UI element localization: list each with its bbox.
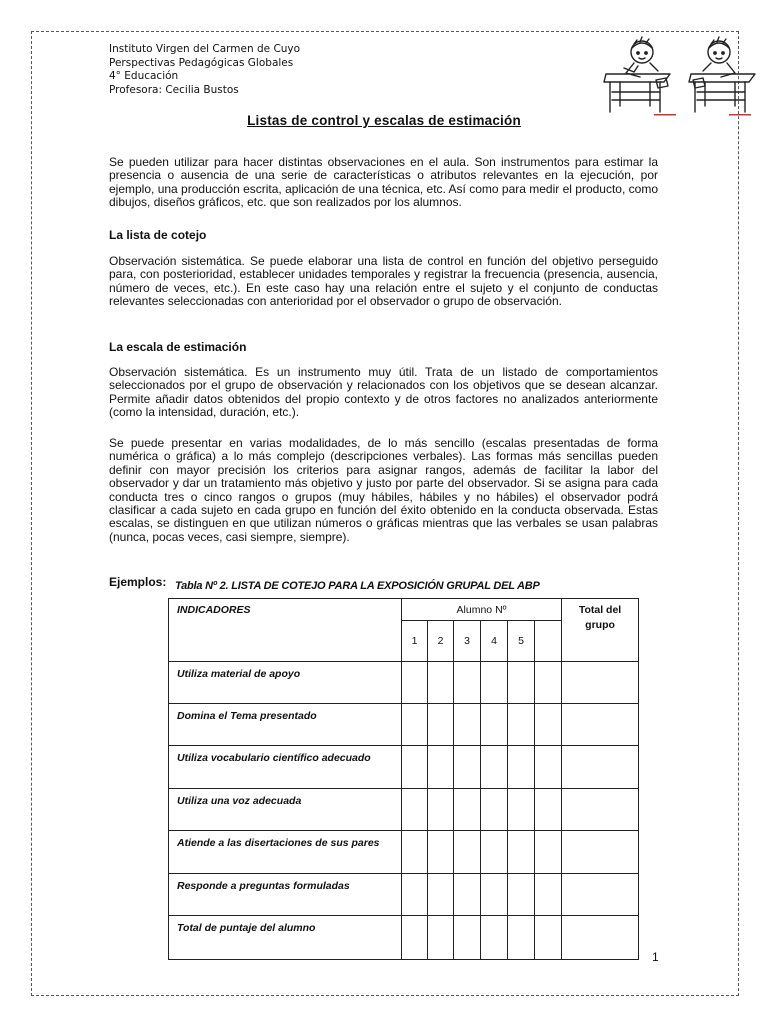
- total-cell[interactable]: [562, 662, 639, 704]
- institution-header: [109, 43, 300, 97]
- table-row: [169, 874, 639, 916]
- section-heading-checklist: La lista de cotejo: [109, 228, 207, 242]
- table-row: [169, 662, 639, 704]
- score-cell[interactable]: [402, 916, 428, 960]
- student-column-4: 4: [481, 621, 508, 662]
- rating-scale-paragraph-2: Se puede presentar en varias modalidades, de lo más sencillo (escalas presentadas de forma numérica o gráfica) a lo más complejo (descripciones verbales). Las formas más sencillas pueden definir con mayor precisión los criterios para asignar rangos, además de facilitar la labor del observador y dar un tratamiento más objetivo y justo por parte del observador. Si se asigna para cada conducta tres o cinco rangos o grupos (muy hábiles, hábiles y no hábiles) el observador podrá clasificar a cada sujeto en cada grupo en función del éxito obtenido en la conducta observada. Estas escalas, se distinguen en que utilizan números o gráficas mientras que las verbales se usan palabras (nunca, pocas veces, casi siempre, siempre).: [109, 436, 658, 544]
- score-cell[interactable]: [454, 746, 481, 789]
- score-cell[interactable]: [535, 831, 562, 874]
- table-row: [169, 704, 639, 746]
- score-cell[interactable]: [535, 916, 562, 960]
- indicator-label: Utiliza material de apoyo: [169, 662, 402, 704]
- indicator-label: Total de puntaje del alumno: [169, 916, 402, 960]
- indicator-label: Utiliza una voz adecuada: [169, 789, 402, 831]
- intro-paragraph: Se pueden utilizar para hacer distintas observaciones en el aula. Son instrumentos para estimar la presencia o ausencia de una serie de características o atributos relevantes en la ejecución, por ejemplo, una producción escrita, aplicación de una técnica, etc. Así como para medir el producto, como dibujos, diseños gráficos, etc. que son realizados por los alumnos.: [109, 155, 658, 210]
- score-cell[interactable]: [402, 831, 428, 874]
- page-number: 1: [652, 950, 659, 964]
- indicator-label: Domina el Tema presentado: [169, 704, 402, 746]
- score-cell[interactable]: [481, 662, 508, 704]
- score-cell[interactable]: [454, 704, 481, 746]
- score-cell[interactable]: [402, 704, 428, 746]
- student-column-3: 3: [454, 621, 481, 662]
- score-cell[interactable]: [508, 704, 535, 746]
- group-total-header-line1: Total del: [578, 604, 622, 616]
- student-column-6: [535, 621, 562, 662]
- score-cell[interactable]: [402, 874, 428, 916]
- score-cell[interactable]: [508, 662, 535, 704]
- indicator-label: Utiliza vocabulario científico adecuado: [169, 746, 402, 789]
- score-cell[interactable]: [481, 704, 508, 746]
- group-total-header: [562, 599, 639, 662]
- score-cell[interactable]: [535, 662, 562, 704]
- score-cell[interactable]: [481, 746, 508, 789]
- score-cell[interactable]: [535, 874, 562, 916]
- document-title: Listas de control y escalas de estimación: [247, 113, 521, 128]
- score-cell[interactable]: [428, 789, 454, 831]
- indicator-label: Atiende a las disertaciones de sus pares: [169, 831, 402, 874]
- score-cell[interactable]: [508, 789, 535, 831]
- score-cell[interactable]: [428, 704, 454, 746]
- table-row: [169, 746, 639, 789]
- institution-name: Instituto Virgen del Carmen de Cuyo: [109, 43, 301, 55]
- total-cell[interactable]: [562, 789, 639, 831]
- teacher-name: Profesora: Cecilia Bustos: [109, 83, 239, 96]
- score-cell[interactable]: [481, 789, 508, 831]
- score-cell[interactable]: [402, 789, 428, 831]
- table-row: [169, 916, 639, 960]
- score-cell[interactable]: [402, 746, 428, 789]
- table-caption: Tabla Nº 2. LISTA DE COTEJO PARA LA EXPOSICIÓN GRUPAL DEL ABP: [175, 580, 540, 592]
- total-cell[interactable]: [562, 831, 639, 874]
- score-cell[interactable]: [428, 831, 454, 874]
- score-cell[interactable]: [508, 746, 535, 789]
- section-heading-rating-scale: La escala de estimación: [109, 340, 247, 354]
- score-cell[interactable]: [535, 789, 562, 831]
- course-name: Perspectivas Pedagógicas Globales: [109, 56, 294, 69]
- total-cell[interactable]: [562, 704, 639, 746]
- score-cell[interactable]: [535, 704, 562, 746]
- examples-label: Ejemplos:: [109, 575, 167, 589]
- indicator-label: Responde a preguntas formuladas: [169, 874, 402, 916]
- score-cell[interactable]: [454, 662, 481, 704]
- rating-scale-paragraph-1: Observación sistemática. Es un instrumento muy útil. Trata de un listado de comportamientos seleccionados por el grupo de observación y relacionados con los objetivos que se desean alcanzar. Permite añadir datos obtenidos del propio contexto y de otros factores no analizados anteriormente (como la intensidad, duración, etc.).: [109, 365, 658, 420]
- score-cell[interactable]: [402, 662, 428, 704]
- table-row: [169, 789, 639, 831]
- student-column-2: 2: [428, 621, 454, 662]
- student-column-5: 5: [508, 621, 535, 662]
- student-number-header: Alumno Nº: [402, 599, 562, 621]
- score-cell[interactable]: [454, 831, 481, 874]
- score-cell[interactable]: [428, 874, 454, 916]
- total-cell[interactable]: [562, 874, 639, 916]
- score-cell[interactable]: [481, 874, 508, 916]
- total-cell[interactable]: [562, 916, 639, 960]
- student-at-desk-icon: [598, 34, 678, 118]
- total-cell[interactable]: [562, 746, 639, 789]
- score-cell[interactable]: [454, 789, 481, 831]
- score-cell[interactable]: [428, 916, 454, 960]
- checklist-paragraph: Observación sistemática. Se puede elaborar una lista de control en función del objetivo perseguido para, con posterioridad, establecer unidades temporales y registrar la frecuencia (presencia, ausencia, número de veces, etc.). En este caso hay una relación entre el sujeto y el conjunto de conductas relevantes seleccionadas con anterioridad por el observador o grupo de observación.: [109, 254, 658, 309]
- checklist-table: [168, 598, 639, 960]
- student-at-desk-icon: [683, 34, 763, 118]
- score-cell[interactable]: [508, 831, 535, 874]
- grade-level: 4° Educación: [109, 70, 179, 82]
- group-total-header-line2: grupo: [585, 619, 615, 631]
- score-cell[interactable]: [428, 662, 454, 704]
- score-cell[interactable]: [481, 831, 508, 874]
- score-cell[interactable]: [428, 746, 454, 789]
- score-cell[interactable]: [454, 916, 481, 960]
- score-cell[interactable]: [454, 874, 481, 916]
- score-cell[interactable]: [508, 874, 535, 916]
- indicators-header: INDICADORES: [169, 599, 402, 662]
- score-cell[interactable]: [481, 916, 508, 960]
- score-cell[interactable]: [508, 916, 535, 960]
- student-column-1: 1: [402, 621, 428, 662]
- score-cell[interactable]: [535, 746, 562, 789]
- table-row: [169, 831, 639, 874]
